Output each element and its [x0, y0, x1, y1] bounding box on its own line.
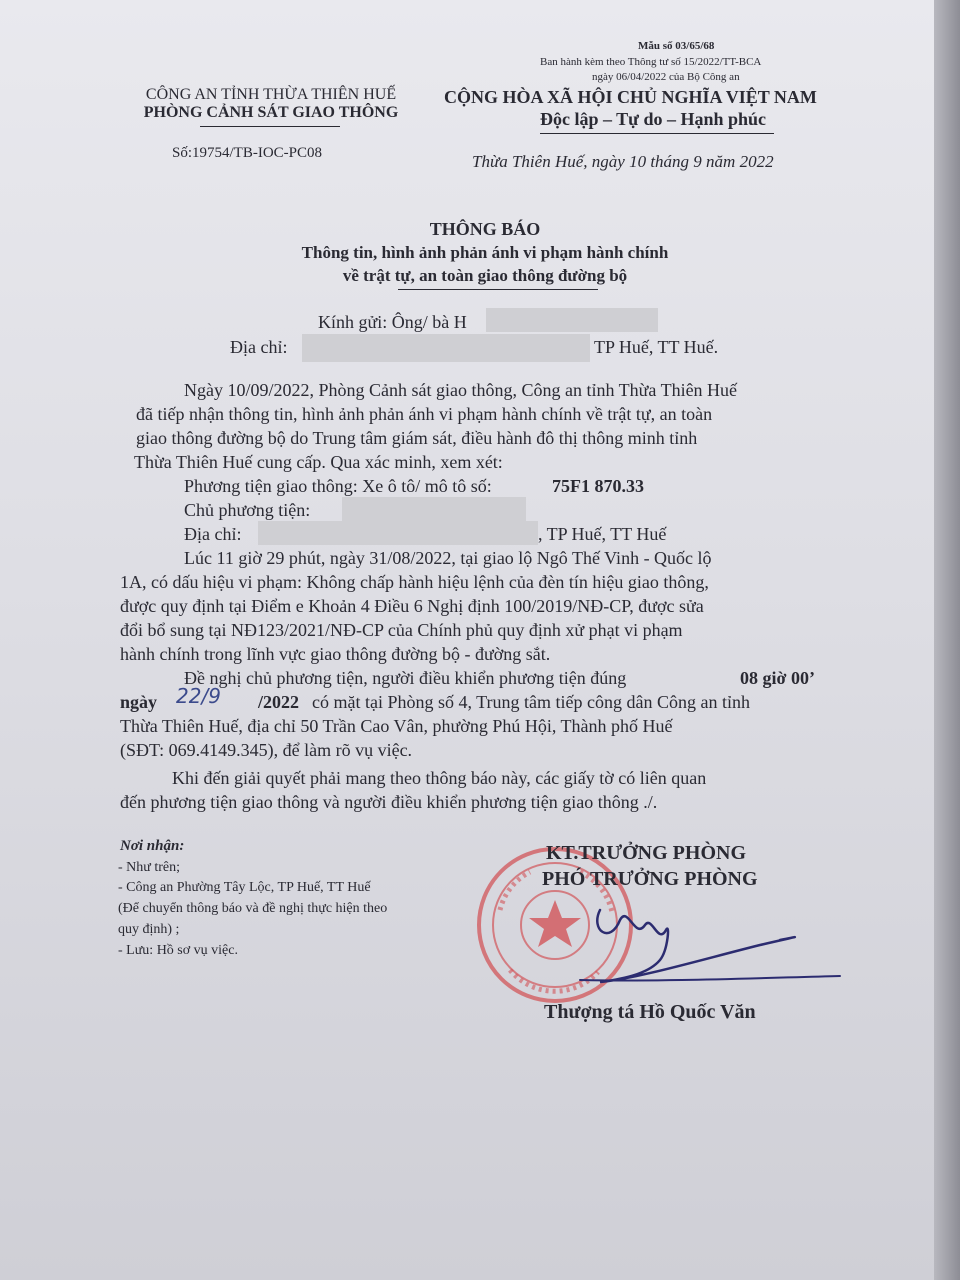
recipients-item-5: - Lưu: Hồ sơ vụ việc. — [118, 943, 238, 958]
para1-line3: giao thông đường bộ do Trung tâm giám sát, điều hành đô thị thông minh tỉnh — [136, 428, 698, 448]
redacted-owner — [342, 497, 526, 521]
para2-line2: 1A, có dấu hiệu vi phạm: Không chấp hành hiệu lệnh của đèn tín hiệu giao thông, — [120, 572, 709, 592]
handwritten-signature — [540, 890, 860, 1000]
recipient-address-city: TP Huế, TT Huế. — [594, 337, 719, 357]
vehicle-plate: 75F1 870.33 — [552, 476, 644, 496]
redacted-owner-address — [258, 521, 538, 545]
table-surface — [934, 0, 960, 1280]
department-underline — [200, 126, 340, 127]
form-issued-line1: Ban hành kèm theo Thông tư số 15/2022/TT-BCA — [540, 56, 762, 68]
recipients-item-2: - Công an Phường Tây Lộc, TP Huế, TT Huế — [118, 880, 371, 895]
appointment-year: /2022 — [258, 692, 300, 712]
signature-title-2: PHÓ TRƯỞNG PHÒNG — [542, 868, 758, 890]
place-and-date: Thừa Thiên Huế, ngày 10 tháng 9 năm 2022 — [472, 152, 774, 171]
form-number: Mẫu số 03/65/68 — [638, 40, 715, 52]
para3-line1: Đề nghị chủ phương tiện, người điều khiển phương tiện đúng — [184, 668, 627, 688]
appointment-day-label: ngày — [120, 692, 158, 712]
signer-name: Thượng tá Hồ Quốc Văn — [544, 1001, 756, 1023]
owner-address-city: , TP Huế, TT Huế — [538, 524, 667, 544]
notice-subtitle-2: về trật tự, an toàn giao thông đường bộ — [342, 266, 628, 285]
para2-line4: đổi bổ sung tại NĐ123/2021/NĐ-CP của Chính phủ quy định xử phạt vi phạm — [120, 620, 683, 640]
recipient-salutation: Kính gửi: Ông/ bà H — [318, 312, 467, 332]
subtitle-underline — [398, 289, 598, 290]
para1-line2: đã tiếp nhận thông tin, hình ảnh phản ánh vi phạm hành chính về trật tự, an toàn — [136, 404, 713, 424]
department-name: PHÒNG CẢNH SÁT GIAO THÔNG — [143, 104, 399, 121]
nation-title: CỘNG HÒA XÃ HỘI CHỦ NGHĨA VIỆT NAM — [444, 87, 817, 107]
motto-underline — [540, 133, 774, 134]
para2-line1: Lúc 11 giờ 29 phút, ngày 31/08/2022, tại giao lộ Ngô Thế Vinh - Quốc lộ — [184, 548, 712, 568]
handwritten-date: 22/9 — [176, 684, 221, 708]
para3-line3: Thừa Thiên Huế, địa chỉ 50 Trần Cao Vân, phường Phú Hội, Thành phố Huế — [120, 716, 673, 736]
vehicle-label: Phương tiện giao thông: Xe ô tô/ mô tô số: — [184, 476, 492, 496]
recipient-address-label: Địa chỉ: — [230, 337, 288, 357]
para3-line2: có mặt tại Phòng số 4, Trung tâm tiếp công dân Công an tỉnh — [312, 692, 750, 712]
owner-label: Chủ phương tiện: — [184, 500, 311, 520]
para3-line4: (SĐT: 069.4149.345), để làm rõ vụ việc. — [120, 740, 413, 760]
para4-line1: Khi đến giải quyết phải mang theo thông báo này, các giấy tờ có liên quan — [172, 768, 707, 788]
form-issued-line2: ngày 06/04/2022 của Bộ Công an — [592, 71, 740, 83]
owner-address-label: Địa chỉ: — [184, 524, 242, 544]
signature-title-1: KT.TRƯỞNG PHÒNG — [546, 842, 746, 864]
document-number: Số:19754/TB-IOC-PC08 — [172, 145, 323, 161]
notice-subtitle-1: Thông tin, hình ảnh phản ánh vi phạm hành chính — [301, 243, 669, 262]
redacted-name — [486, 308, 658, 332]
notice-title: THÔNG BÁO — [429, 219, 541, 239]
recipients-item-1: - Như trên; — [118, 860, 181, 875]
appointment-time: 08 giờ 00’ — [740, 668, 815, 688]
recipients-heading: Nơi nhận: — [120, 838, 185, 854]
redacted-address — [302, 334, 590, 362]
agency-name: CÔNG AN TỈNH THỪA THIÊN HUẾ — [145, 86, 397, 103]
para1-line1: Ngày 10/09/2022, Phòng Cảnh sát giao thông, Công an tỉnh Thừa Thiên Huế — [184, 380, 738, 400]
para4-line2: đến phương tiện giao thông và người điều khiển phương tiện giao thông ./. — [120, 792, 658, 812]
recipients-item-3: (Để chuyển thông báo và đề nghị thực hiện theo — [118, 901, 388, 916]
para2-line3: được quy định tại Điểm e Khoản 4 Điều 6 Nghị định 100/2019/NĐ-CP, được sửa — [120, 596, 704, 616]
para2-line5: hành chính trong lĩnh vực giao thông đường bộ - đường sắt. — [120, 644, 551, 664]
recipients-item-4: quy định) ; — [118, 922, 180, 937]
national-motto: Độc lập – Tự do – Hạnh phúc — [540, 109, 767, 129]
para1-line4: Thừa Thiên Huế cung cấp. Qua xác minh, xem xét: — [134, 452, 503, 472]
